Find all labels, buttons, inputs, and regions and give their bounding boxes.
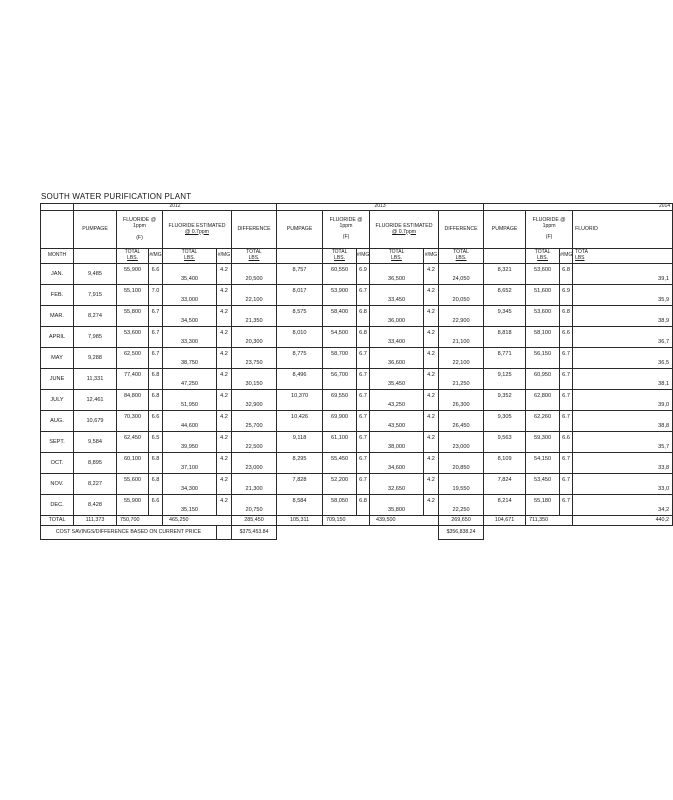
estimated-mg-2012-cell: 4.2 [217, 285, 232, 306]
fluoride-header-2013: FLUORIDE @ 1ppm (F) [323, 211, 370, 249]
month-cell: DEC. [41, 495, 74, 516]
fluoride-mg-2012-cell: 7.0 [149, 285, 163, 306]
estimated-lbs-2013-cell: 33,400 [370, 327, 424, 348]
difference-2012-cell: 21,300 [232, 474, 277, 495]
fluoride-mg-2014-cell: 6.6 [560, 327, 573, 348]
est-total-lbs-header-2012: TOTAL LBS. [163, 249, 217, 264]
fluoride-mg-2013-cell: 6.7 [357, 453, 370, 474]
estimated-lbs-2013-cell: 36,500 [370, 264, 424, 285]
totals-row [41, 516, 673, 526]
estimated-mg-2013-cell: 4.2 [424, 432, 439, 453]
fluoride-lbs-2012-cell: 62,450 [117, 432, 149, 453]
estimated-lbs-2012-cell: 34,300 [163, 474, 217, 495]
pumpage-header-2013: PUMPAGE [277, 211, 323, 249]
pumpage-2014-cell: 9,352 [484, 390, 526, 411]
total-estimated-2014: 440,2 [573, 516, 673, 526]
estimated-header-2014: FLUORID [573, 211, 673, 249]
fluoride-lbs-2013-cell: 61,100 [323, 432, 357, 453]
year-row [41, 204, 673, 211]
estimated-lbs-2013-cell: 33,450 [370, 285, 424, 306]
total-fluoride-2014: 711,350 [526, 516, 573, 526]
fluoride-mg-2012-cell: 6.6 [149, 264, 163, 285]
estimated-lbs-2014-cell: 33,8 [573, 453, 673, 474]
mg-header-2014: #/MG [560, 249, 573, 264]
pumpage-2014-cell: 9,563 [484, 432, 526, 453]
fluoride-mg-2013-cell: 6.7 [357, 369, 370, 390]
fluoride-lbs-2012-cell: 53,600 [117, 327, 149, 348]
estimated-mg-2012-cell: 4.2 [217, 474, 232, 495]
estimated-lbs-2012-cell: 35,400 [163, 264, 217, 285]
estimated-lbs-2012-cell: 44,600 [163, 411, 217, 432]
estimated-mg-2012-cell: 4.2 [217, 306, 232, 327]
table-row [41, 474, 673, 495]
total-difference-2013: 269,650 [439, 516, 484, 526]
total-fluoride-2013: 709,150 [323, 516, 370, 526]
fluoride-mg-2014-cell: 6.7 [560, 348, 573, 369]
month-cell: JUNE [41, 369, 74, 390]
fluoride-mg-2013-cell: 6.7 [357, 348, 370, 369]
fluoride-mg-2012-cell: 6.6 [149, 495, 163, 516]
estimated-mg-2012-cell: 4.2 [217, 348, 232, 369]
estimated-lbs-2014-cell: 39,1 [573, 264, 673, 285]
fluoride-lbs-2014-cell: 59,300 [526, 432, 560, 453]
estimated-mg-2013-cell: 4.2 [424, 264, 439, 285]
table-row [41, 264, 673, 285]
totals-label: TOTAL [41, 516, 74, 526]
estimated-lbs-2012-cell: 51,950 [163, 390, 217, 411]
fluoride-mg-2013-cell: 6.7 [357, 390, 370, 411]
month-cell: NOV. [41, 474, 74, 495]
fluoride-mg-2012-cell: 6.5 [149, 432, 163, 453]
estimated-mg-2013-cell: 4.2 [424, 285, 439, 306]
fluoride-lbs-2013-cell: 54,500 [323, 327, 357, 348]
estimated-mg-2013-cell: 4.2 [424, 495, 439, 516]
pumpage-2012-cell: 11,331 [74, 369, 117, 390]
fluoride-mg-2014-cell: 6.8 [560, 264, 573, 285]
fluoride-lbs-2012-cell: 55,800 [117, 306, 149, 327]
fluoride-mg-2012-cell: 6.8 [149, 453, 163, 474]
difference-2013-cell: 22,100 [439, 348, 484, 369]
table-row [41, 453, 673, 474]
fluoride-mg-2012-cell: 6.7 [149, 306, 163, 327]
est-mg-header-2012: #/MG [217, 249, 232, 264]
fluoride-mg-2013-cell: 6.8 [357, 495, 370, 516]
estimated-mg-2012-cell: 4.2 [217, 411, 232, 432]
month-cell: OCT. [41, 453, 74, 474]
pumpage-2012-cell: 9,288 [74, 348, 117, 369]
fluoride-lbs-2013-cell: 58,700 [323, 348, 357, 369]
estimated-lbs-2013-cell: 32,650 [370, 474, 424, 495]
estimated-header-2012: FLUORIDE ESTIMATED @ 0.7ppm [163, 211, 232, 249]
estimated-mg-2013-cell: 4.2 [424, 348, 439, 369]
fluoride-header-2012: FLUORIDE @ 1ppm (F) [117, 211, 163, 249]
fluoride-lbs-2014-cell: 53,450 [526, 474, 560, 495]
pumpage-2013-cell: 9,118 [277, 432, 323, 453]
difference-2012-cell: 23,750 [232, 348, 277, 369]
pumpage-2013-cell: 8,295 [277, 453, 323, 474]
fluoride-mg-2013-cell: 6.9 [357, 264, 370, 285]
table-row [41, 390, 673, 411]
estimated-lbs-2014-cell: 39,0 [573, 390, 673, 411]
estimated-lbs-2013-cell: 38,000 [370, 432, 424, 453]
units-header-row [41, 249, 673, 264]
fluoride-lbs-2013-cell: 56,700 [323, 369, 357, 390]
estimated-lbs-2014-cell: 38,9 [573, 306, 673, 327]
difference-2012-cell: 22,500 [232, 432, 277, 453]
pumpage-2014-cell: 9,345 [484, 306, 526, 327]
month-header: MONTH [41, 249, 74, 264]
month-cell: JAN. [41, 264, 74, 285]
estimated-lbs-2014-cell: 35,7 [573, 432, 673, 453]
estimated-lbs-2012-cell: 33,300 [163, 327, 217, 348]
estimated-lbs-2013-cell: 36,600 [370, 348, 424, 369]
fluoride-mg-2012-cell: 6.7 [149, 327, 163, 348]
difference-2012-cell: 20,300 [232, 327, 277, 348]
fluoride-lbs-2014-cell: 56,150 [526, 348, 560, 369]
pumpage-2013-cell: 8,017 [277, 285, 323, 306]
estimated-lbs-2012-cell: 37,100 [163, 453, 217, 474]
table-row [41, 369, 673, 390]
est-mg-header-2013: #/MG [424, 249, 439, 264]
diff-total-header-2013: TOTAL LBS. [439, 249, 484, 264]
year-2012-header: 2012 [74, 204, 277, 211]
pumpage-2014-cell: 8,214 [484, 495, 526, 516]
fluoride-lbs-2012-cell: 55,900 [117, 495, 149, 516]
estimated-lbs-2012-cell: 47,250 [163, 369, 217, 390]
fluoride-lbs-2014-cell: 58,100 [526, 327, 560, 348]
estimated-lbs-2014-cell: 38,1 [573, 369, 673, 390]
table-row [41, 285, 673, 306]
total-pumpage-2012: 111,373 [74, 516, 117, 526]
table-row [41, 411, 673, 432]
total-estimated-2012: 465,250 [163, 516, 232, 526]
estimated-lbs-2014-cell: 36,7 [573, 327, 673, 348]
pumpage-2014-cell: 9,125 [484, 369, 526, 390]
difference-2012-cell: 25,700 [232, 411, 277, 432]
fluoride-mg-2013-cell: 6.7 [357, 285, 370, 306]
pumpage-2012-cell: 12,461 [74, 390, 117, 411]
pumpage-2013-cell: 8,496 [277, 369, 323, 390]
fluoride-mg-2013-cell: 6.8 [357, 327, 370, 348]
difference-2013-cell: 23,000 [439, 432, 484, 453]
cost-savings-label: COST SAVINGS/DIFFERENCE BASED ON CURRENT PRICE [41, 526, 217, 540]
difference-2013-cell: 21,100 [439, 327, 484, 348]
fluoride-mg-2014-cell: 6.6 [560, 432, 573, 453]
estimated-lbs-2014-cell: 38,8 [573, 411, 673, 432]
difference-2013-cell: 26,300 [439, 390, 484, 411]
fluoride-lbs-2013-cell: 53,900 [323, 285, 357, 306]
estimated-mg-2012-cell: 4.2 [217, 495, 232, 516]
fluoride-lbs-2013-cell: 58,400 [323, 306, 357, 327]
fluoride-lbs-2014-cell: 53,600 [526, 264, 560, 285]
estimated-mg-2013-cell: 4.2 [424, 411, 439, 432]
estimated-lbs-2012-cell: 33,000 [163, 285, 217, 306]
fluoride-lbs-2013-cell: 69,550 [323, 390, 357, 411]
difference-2013-cell: 26,450 [439, 411, 484, 432]
pumpage-2012-cell: 9,584 [74, 432, 117, 453]
fluoride-lbs-2014-cell: 62,800 [526, 390, 560, 411]
fluoride-mg-2014-cell: 6.9 [560, 285, 573, 306]
difference-2012-cell: 32,900 [232, 390, 277, 411]
pumpage-2013-cell: 10,426 [277, 411, 323, 432]
estimated-lbs-2013-cell: 34,600 [370, 453, 424, 474]
estimated-mg-2012-cell: 4.2 [217, 369, 232, 390]
estimated-lbs-2013-cell: 35,450 [370, 369, 424, 390]
fluoride-lbs-2012-cell: 62,500 [117, 348, 149, 369]
difference-2013-cell: 22,250 [439, 495, 484, 516]
table-row [41, 306, 673, 327]
month-rows [41, 264, 673, 516]
total-lbs-header-2013: TOTAL LBS. [323, 249, 357, 264]
difference-2012-cell: 20,750 [232, 495, 277, 516]
fluoride-mg-2014-cell: 6.7 [560, 495, 573, 516]
estimated-mg-2013-cell: 4.2 [424, 327, 439, 348]
cost-savings-2013: $356,838.24 [439, 526, 484, 540]
pumpage-2014-cell: 9,305 [484, 411, 526, 432]
difference-2013-cell: 19,550 [439, 474, 484, 495]
month-cell: SEPT. [41, 432, 74, 453]
estimated-lbs-2012-cell: 38,750 [163, 348, 217, 369]
total-pumpage-2014: 104,671 [484, 516, 526, 526]
total-fluoride-2012: 750,700 [117, 516, 163, 526]
estimated-mg-2012-cell: 4.2 [217, 390, 232, 411]
cost-savings-row [41, 526, 673, 540]
pumpage-2013-cell: 7,828 [277, 474, 323, 495]
fluoride-table-sheet [40, 203, 671, 535]
estimated-mg-2012-cell: 4.2 [217, 432, 232, 453]
fluoride-mg-2013-cell: 6.7 [357, 432, 370, 453]
estimated-header-2013: FLUORIDE ESTIMATED @ 0.7ppm [370, 211, 439, 249]
estimated-lbs-2014-cell: 34,2 [573, 495, 673, 516]
estimated-lbs-2012-cell: 35,150 [163, 495, 217, 516]
fluoride-lbs-2012-cell: 77,400 [117, 369, 149, 390]
column-header-row [41, 211, 673, 249]
estimated-lbs-2013-cell: 43,500 [370, 411, 424, 432]
pumpage-2014-cell: 8,771 [484, 348, 526, 369]
total-pumpage-2013: 105,311 [277, 516, 323, 526]
estimated-lbs-2013-cell: 36,000 [370, 306, 424, 327]
fluoride-mg-2012-cell: 6.7 [149, 348, 163, 369]
mg-header-2013: #/MG [357, 249, 370, 264]
pumpage-2014-cell: 8,109 [484, 453, 526, 474]
pumpage-2013-cell: 10,370 [277, 390, 323, 411]
mg-header-2012: #/MG [149, 249, 163, 264]
pumpage-header-2012: PUMPAGE [74, 211, 117, 249]
estimated-mg-2013-cell: 4.2 [424, 453, 439, 474]
est-total-header-2014: TOTA LBS [573, 249, 673, 264]
pumpage-2014-cell: 8,652 [484, 285, 526, 306]
estimated-lbs-2012-cell: 39,950 [163, 432, 217, 453]
table-row [41, 327, 673, 348]
pumpage-2012-cell: 10,679 [74, 411, 117, 432]
estimated-lbs-2013-cell: 35,800 [370, 495, 424, 516]
table-row [41, 432, 673, 453]
fluoride-mg-2014-cell: 6.7 [560, 474, 573, 495]
fluoride-lbs-2013-cell: 58,050 [323, 495, 357, 516]
estimated-lbs-2012-cell: 34,500 [163, 306, 217, 327]
month-cell: AUG. [41, 411, 74, 432]
fluoride-lbs-2014-cell: 60,950 [526, 369, 560, 390]
month-cell: MAY [41, 348, 74, 369]
difference-2013-cell: 22,900 [439, 306, 484, 327]
pumpage-2012-cell: 8,428 [74, 495, 117, 516]
difference-2012-cell: 30,150 [232, 369, 277, 390]
fluoride-lbs-2014-cell: 51,600 [526, 285, 560, 306]
month-cell: APRIL [41, 327, 74, 348]
year-2014-header: 2014 [484, 204, 673, 211]
difference-2013-cell: 24,050 [439, 264, 484, 285]
fluoride-mg-2012-cell: 6.8 [149, 390, 163, 411]
pumpage-2012-cell: 8,274 [74, 306, 117, 327]
estimated-mg-2013-cell: 4.2 [424, 369, 439, 390]
difference-2012-cell: 20,500 [232, 264, 277, 285]
estimated-lbs-2014-cell: 33,0 [573, 474, 673, 495]
page-title: SOUTH WATER PURIFICATION PLANT [41, 192, 192, 201]
estimated-mg-2013-cell: 4.2 [424, 474, 439, 495]
est-total-lbs-header-2013: TOTAL LBS. [370, 249, 424, 264]
pumpage-2014-cell: 7,824 [484, 474, 526, 495]
fluoride-mg-2012-cell: 6.8 [149, 474, 163, 495]
fluoride-lbs-2013-cell: 60,550 [323, 264, 357, 285]
estimated-mg-2013-cell: 4.2 [424, 306, 439, 327]
fluoride-mg-2013-cell: 6.7 [357, 411, 370, 432]
fluoride-lbs-2012-cell: 84,800 [117, 390, 149, 411]
difference-header-2012: DIFFERENCE [232, 211, 277, 249]
pumpage-2013-cell: 8,757 [277, 264, 323, 285]
pumpage-2013-cell: 8,775 [277, 348, 323, 369]
pumpage-2013-cell: 8,575 [277, 306, 323, 327]
difference-2013-cell: 21,250 [439, 369, 484, 390]
estimated-mg-2012-cell: 4.2 [217, 453, 232, 474]
fluoride-lbs-2012-cell: 70,300 [117, 411, 149, 432]
fluoride-lbs-2014-cell: 55,180 [526, 495, 560, 516]
fluoride-mg-2014-cell: 6.7 [560, 390, 573, 411]
total-difference-2012: 285,450 [232, 516, 277, 526]
fluoride-lbs-2012-cell: 55,600 [117, 474, 149, 495]
fluoride-mg-2013-cell: 6.7 [357, 474, 370, 495]
fluoride-mg-2014-cell: 6.8 [560, 306, 573, 327]
month-cell: FEB. [41, 285, 74, 306]
difference-2012-cell: 22,100 [232, 285, 277, 306]
fluoride-lbs-2012-cell: 55,100 [117, 285, 149, 306]
fluoride-mg-2014-cell: 6.7 [560, 369, 573, 390]
diff-total-header-2012: TOTAL LBS. [232, 249, 277, 264]
pumpage-2012-cell: 7,985 [74, 327, 117, 348]
table-row [41, 495, 673, 516]
estimated-lbs-2013-cell: 43,250 [370, 390, 424, 411]
pumpage-2013-cell: 8,010 [277, 327, 323, 348]
pumpage-2014-cell: 8,321 [484, 264, 526, 285]
total-estimated-2013: 439,500 [370, 516, 439, 526]
month-cell: JULY [41, 390, 74, 411]
estimated-mg-2013-cell: 4.2 [424, 390, 439, 411]
total-lbs-header-2014: TOTAL LBS. [526, 249, 560, 264]
estimated-mg-2012-cell: 4.2 [217, 264, 232, 285]
pumpage-2013-cell: 8,584 [277, 495, 323, 516]
pumpage-2012-cell: 9,485 [74, 264, 117, 285]
fluoride-lbs-2012-cell: 60,100 [117, 453, 149, 474]
fluoride-mg-2013-cell: 6.8 [357, 306, 370, 327]
total-lbs-header-2012: TOTAL LBS. [117, 249, 149, 264]
pumpage-2012-cell: 8,227 [74, 474, 117, 495]
fluoride-mg-2014-cell: 6.7 [560, 411, 573, 432]
estimated-mg-2012-cell: 4.2 [217, 327, 232, 348]
pumpage-2014-cell: 8,818 [484, 327, 526, 348]
year-2013-header: 2013 [277, 204, 484, 211]
pumpage-2012-cell: 7,915 [74, 285, 117, 306]
fluoride-lbs-2012-cell: 55,900 [117, 264, 149, 285]
estimated-lbs-2014-cell: 36,5 [573, 348, 673, 369]
fluoride-lbs-2014-cell: 54,150 [526, 453, 560, 474]
fluoride-header-2014: FLUORIDE @ 1ppm (F) [526, 211, 573, 249]
difference-header-2013: DIFFERENCE [439, 211, 484, 249]
estimated-lbs-2014-cell: 35,9 [573, 285, 673, 306]
difference-2013-cell: 20,050 [439, 285, 484, 306]
fluoride-mg-2012-cell: 6.6 [149, 411, 163, 432]
fluoride-lbs-2013-cell: 69,900 [323, 411, 357, 432]
fluoride-lbs-2013-cell: 55,450 [323, 453, 357, 474]
month-cell: MAR. [41, 306, 74, 327]
fluoride-table [40, 203, 673, 540]
fluoride-lbs-2014-cell: 53,600 [526, 306, 560, 327]
pumpage-2012-cell: 8,895 [74, 453, 117, 474]
difference-2013-cell: 20,850 [439, 453, 484, 474]
pumpage-header-2014: PUMPAGE [484, 211, 526, 249]
table-row [41, 348, 673, 369]
cost-savings-2012: $375,453.84 [232, 526, 277, 540]
fluoride-mg-2012-cell: 6.8 [149, 369, 163, 390]
fluoride-mg-2014-cell: 6.7 [560, 453, 573, 474]
difference-2012-cell: 21,350 [232, 306, 277, 327]
fluoride-lbs-2013-cell: 52,200 [323, 474, 357, 495]
difference-2012-cell: 23,000 [232, 453, 277, 474]
fluoride-lbs-2014-cell: 62,260 [526, 411, 560, 432]
